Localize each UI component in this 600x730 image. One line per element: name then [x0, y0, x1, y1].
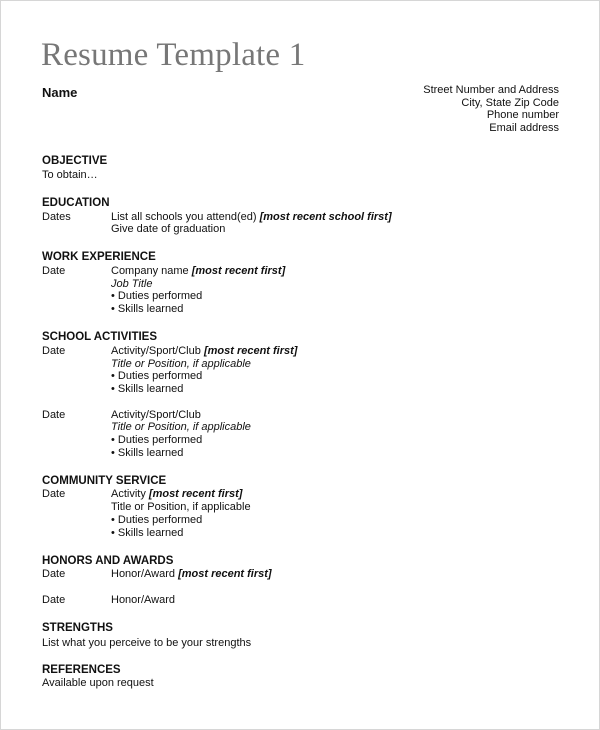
education-line-1 [111, 211, 392, 223]
work-heading: WORK EXPERIENCE [42, 251, 156, 263]
school-entry-2-role: Title or Position, if applicable [111, 421, 251, 433]
community-role: Title or Position, if applicable [111, 501, 251, 513]
education-note: [most recent school first] [259, 211, 392, 223]
work-job-title: Job Title [111, 278, 153, 290]
honors-entry-2-award: Honor/Award [111, 594, 175, 606]
community-heading: COMMUNITY SERVICE [42, 475, 167, 487]
community-bullet-skills: • Skills learned [111, 527, 184, 539]
honors-entry-1-note: [most recent first] [178, 568, 272, 580]
work-company-line [111, 265, 285, 277]
work-company: Company name [111, 265, 189, 277]
community-activity-line [111, 488, 242, 500]
strengths-heading: STRENGTHS [42, 622, 113, 634]
objective-text: To obtain… [42, 169, 98, 181]
education-heading: EDUCATION [42, 197, 110, 209]
applicant-name: Name [42, 85, 78, 100]
strengths-text: List what you perceive to be your strengths [42, 637, 252, 649]
school-entry-1-date: Date [42, 345, 66, 357]
community-date: Date [42, 488, 66, 500]
work-bullet-duties: • Duties performed [111, 290, 203, 302]
city-state-zip: City, State Zip Code [461, 96, 559, 109]
school-entry-2-bullet-skills: • Skills learned [111, 447, 184, 459]
school-entry-1-bullet-duties: • Duties performed [111, 370, 203, 382]
school-entry-1-activity-line [111, 345, 297, 357]
work-date: Date [42, 265, 66, 277]
honors-entry-1-date: Date [42, 568, 66, 580]
work-company-note: [most recent first] [191, 265, 286, 277]
community-note: [most recent first] [148, 488, 243, 500]
school-entry-2-date: Date [42, 409, 66, 421]
page-title: Resume Template 1 [41, 37, 306, 73]
references-heading: REFERENCES [42, 664, 121, 676]
school-entry-1-activity: Activity/Sport/Club [111, 345, 201, 357]
references-text: Available upon request [42, 677, 154, 689]
education-line-2: Give date of graduation [111, 223, 226, 235]
community-activity: Activity [111, 488, 146, 500]
work-bullet-skills: • Skills learned [111, 303, 184, 315]
honors-entry-2-date: Date [42, 594, 66, 606]
contact-block [423, 84, 559, 135]
school-entry-1-bullet-skills: • Skills learned [111, 383, 184, 395]
school-entry-2-activity: Activity/Sport/Club [111, 409, 201, 421]
education-schools: List all schools you attend(ed) [111, 211, 257, 223]
street-address: Street Number and Address [423, 84, 559, 96]
school-heading: SCHOOL ACTIVITIES [42, 331, 158, 343]
school-entry-1-role: Title or Position, if applicable [111, 358, 251, 370]
honors-heading: HONORS AND AWARDS [42, 555, 174, 567]
school-entry-1-note: [most recent first] [203, 345, 298, 357]
school-entry-2-bullet-duties: • Duties performed [111, 434, 203, 446]
honors-entry-1-line [111, 568, 272, 580]
education-date: Dates [42, 211, 71, 223]
community-bullet-duties: • Duties performed [111, 514, 203, 526]
email-address: Email address [489, 122, 559, 135]
phone-number: Phone number [486, 109, 559, 122]
objective-heading: OBJECTIVE [42, 155, 108, 167]
honors-entry-1-award: Honor/Award [111, 568, 175, 580]
